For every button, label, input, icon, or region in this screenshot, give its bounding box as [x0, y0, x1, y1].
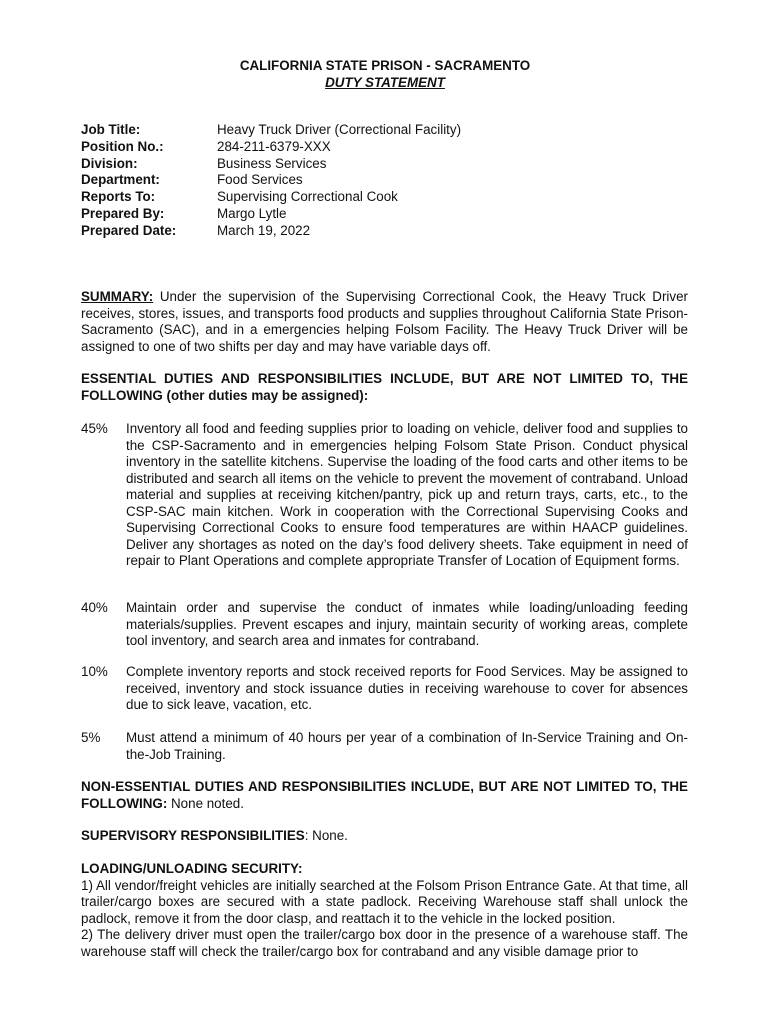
supervisory-text: : None. [304, 828, 348, 843]
info-row [81, 223, 461, 240]
info-value: March 19, 2022 [217, 222, 311, 238]
info-label: Position No.: [81, 138, 164, 154]
info-value: Food Services [217, 172, 303, 188]
info-label: Reports To: [81, 189, 156, 205]
info-row [81, 156, 461, 173]
document-subtitle: DUTY STATEMENT [325, 75, 445, 90]
info-label: Prepared Date: [81, 222, 177, 238]
duty-percent: 10% [81, 664, 108, 679]
info-label: Department: [81, 172, 160, 188]
info-value: Heavy Truck Driver (Correctional Facility) [217, 122, 462, 137]
duty-item [81, 421, 688, 570]
duty-percent: 5% [81, 730, 101, 745]
duty-percent: 40% [81, 600, 108, 615]
loading-security-section [81, 861, 688, 960]
nonessential-duties [81, 779, 688, 812]
supervisory-responsibilities [81, 828, 688, 845]
document-header [0, 57, 770, 91]
duty-text: Inventory all food and feeding supplies prior to loading on vehicle, deliver food and supplies to the CSP-Sacramento and in emergencies helping Folsom State Prison. Conduct physical inventory in the satellite kitchens. Supervise the loading of the food carts and other items to be distributed and search all items on the vehicle to prevent the movement of contraband. Unload material and supplies at receiving kitchen/pantry, pick up and return trays, carts, etc., to the CSP-SAC main kitchen. Work in cooperation with the Correctional Supervising Cooks and Supervising Correctional Cooks to ensure food temperatures are within HAACP guidelines. Deliver any shortages as noted on the day’s food delivery sheets. Take equipment in need of repair to Plant Operations and complete appropriate Transfer of Location of Equipment forms. [126, 421, 688, 568]
supervisory-label: SUPERVISORY RESPONSIBILITIES [81, 828, 305, 843]
info-row [81, 206, 461, 223]
summary-label: SUMMARY: [81, 289, 154, 304]
duty-text: Must attend a minimum of 40 hours per year of a combination of In-Service Training and On-the-Job Training. [126, 730, 688, 762]
duty-text: Maintain order and supervise the conduct of inmates while loading/unloading feeding materials/supplies. Prevent escapes and injury, maintain security of working areas, complete tool inventory, and search area and inmates for contraband. [126, 600, 688, 648]
info-value: Margo Lytle [217, 205, 287, 221]
essential-duties-heading: ESSENTIAL DUTIES AND RESPONSIBILITIES INCLUDE, BUT ARE NOT LIMITED TO, THE FOLLOWING (other duties may be assigned): [81, 371, 688, 403]
duty-text: Complete inventory reports and stock received reports for Food Services. May be assigned to received, inventory and stock issuance duties in receiving warehouse to cover for absences due to sick leave, vacation, etc. [126, 664, 688, 712]
loading-item-1: 1) All vendor/freight vehicles are initially searched at the Folsom Prison Entrance Gate. At that time, all trailer/cargo boxes are secured with a state padlock. Receiving Warehouse staff shall unlock the padlock, remove it from the door clasp, and reattach it to the vehicle in the locked position. [81, 877, 688, 926]
duty-item [81, 664, 688, 714]
position-info [81, 122, 461, 240]
summary-paragraph [81, 289, 688, 355]
info-row [81, 189, 461, 206]
document-title: CALIFORNIA STATE PRISON - SACRAMENTO [239, 58, 531, 73]
info-label: Division: [81, 155, 138, 171]
info-value: Business Services [217, 155, 327, 171]
duty-item [81, 730, 688, 763]
info-row [81, 122, 461, 139]
info-label: Job Title: [81, 122, 141, 137]
duty-percent: 45% [81, 421, 108, 436]
info-row [81, 172, 461, 189]
info-row [81, 139, 461, 156]
duty-item [81, 600, 688, 650]
info-label: Prepared By: [81, 205, 165, 221]
nonessential-text: None noted. [167, 795, 244, 811]
info-value: Supervising Correctional Cook [217, 189, 398, 205]
nonessential-heading: NON-ESSENTIAL DUTIES AND RESPONSIBILITIES INCLUDE, BUT ARE NOT LIMITED TO, THE FOLLOWING: [81, 779, 688, 811]
loading-heading: LOADING/UNLOADING SECURITY: [81, 861, 303, 876]
loading-item-2: 2) The delivery driver must open the trailer/cargo box door in the presence of a warehouse staff. The warehouse staff will check the trailer/cargo box for contraband and any visible damage prior to [81, 927, 688, 959]
summary-text: Under the supervision of the Supervising Correctional Cook, the Heavy Truck Driver receives, stores, issues, and transports food products and supplies throughout California State Prison-Sacramento (SAC), and in a emergencies helping Folsom Facility. The Heavy Truck Driver will be assigned to one of two shifts per day and may have variable days off. [81, 289, 688, 354]
info-value: 284-211-6379-XXX [217, 138, 331, 154]
